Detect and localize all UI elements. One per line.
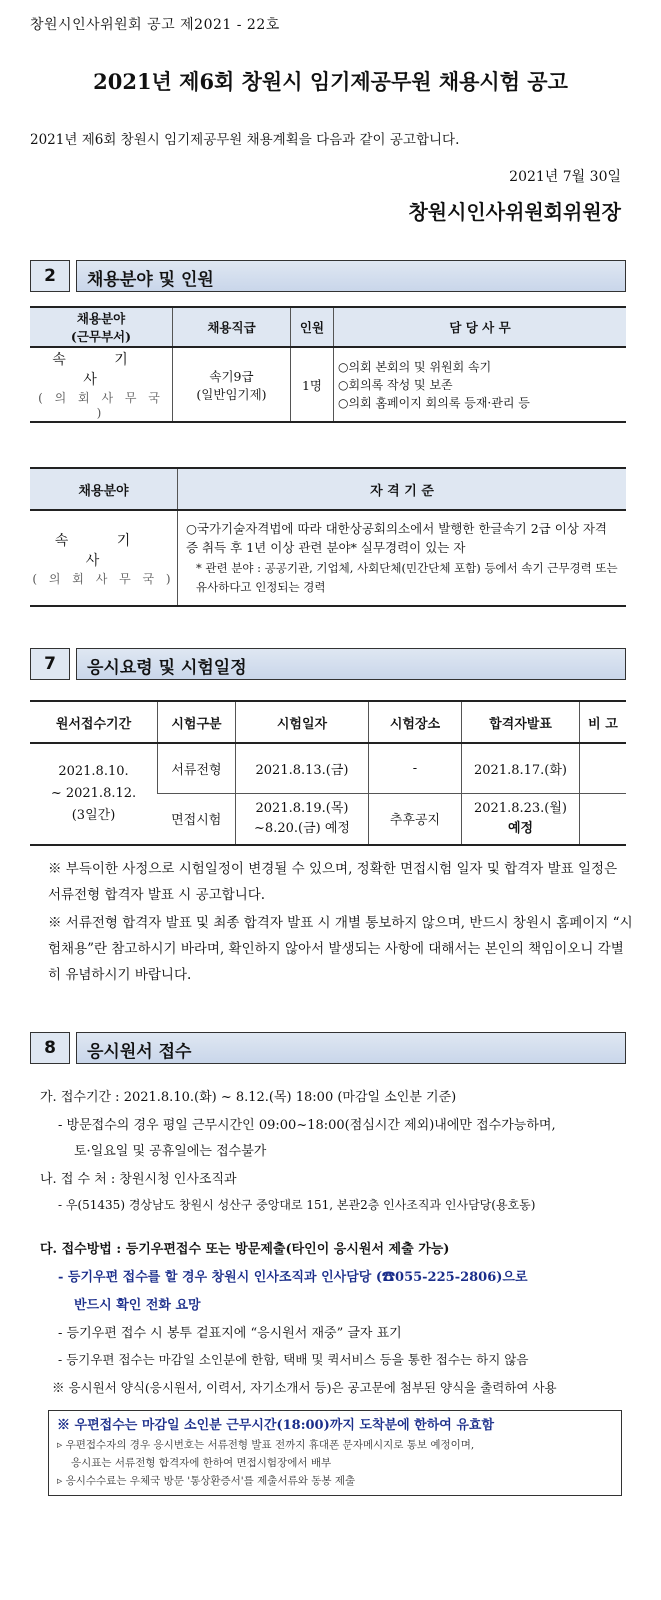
duty-item: ○의회 본회의 및 위원회 속기 bbox=[338, 359, 492, 374]
qualification-note: * 관련 분야 : 공공기관, 기업체, 사회단체(민간단체 포함) 등에서 속기 근무경력 또는 유사하다고 인정되는 경력 bbox=[196, 561, 618, 594]
table-header: 채용분야 (근무부서) bbox=[30, 307, 173, 347]
application-line: - 등기우편 접수를 할 경우 창원시 인사조직과 인사담당 (☎055-225-2806)으로 bbox=[58, 1270, 528, 1285]
grade: 속기9급 bbox=[209, 368, 254, 384]
notice-number: 창원시인사위원회 공고 제2021 - 22호 bbox=[30, 17, 280, 33]
exam-date: 2021.8.19.(목) bbox=[255, 800, 349, 816]
table-header: 인원 bbox=[291, 307, 334, 347]
field-dept: ( 의 회 사 무 국 ) bbox=[32, 571, 175, 586]
duties-cell bbox=[334, 347, 627, 422]
postal-notice-item: 응시표는 서류전형 합격자에 한하여 면접시험장에서 배부 bbox=[71, 1457, 332, 1469]
section-7-header bbox=[30, 648, 626, 680]
application-line: - 우(51435) 경상남도 창원시 성산구 중앙대로 151, 본관2층 인사조직과 인사담당(용호동) bbox=[58, 1198, 536, 1212]
table-header: 비 고 bbox=[580, 701, 627, 743]
application-line: 다. 접수방법 : 등기우편접수 또는 방문제출(타인이 응시원서 제출 가능) bbox=[40, 1242, 450, 1257]
application-line: - 등기우편 접수는 마감일 소인분에 한함, 택배 및 퀵서비스 등을 통한 접수는 하지 않음 bbox=[58, 1352, 529, 1367]
section-number: 2 bbox=[30, 260, 70, 292]
table-header: 담 당 사 무 bbox=[334, 307, 627, 347]
duty-item: ○의회 홈페이지 회의록 등재·관리 등 bbox=[338, 395, 530, 410]
grade-sub: (일반임기제) bbox=[196, 386, 267, 402]
section-title: 응시요령 및 시험일정 bbox=[87, 658, 247, 678]
field-cell bbox=[30, 510, 178, 606]
table-header: 시험구분 bbox=[158, 701, 236, 743]
application-line: 반드시 확인 전화 요망 bbox=[74, 1298, 201, 1313]
application-line: - 방문접수의 경우 평일 근무시간인 09:00~18:00(점심시간 제외)내에만 접수가능하며, bbox=[58, 1118, 556, 1133]
table-header: 시험일자 bbox=[236, 701, 369, 743]
table-header: 채용분야 bbox=[30, 468, 178, 510]
exam-result-cell bbox=[462, 793, 580, 845]
recruit-table bbox=[30, 306, 626, 423]
field-name: 속 기 사 bbox=[54, 532, 153, 569]
qualification-cell bbox=[178, 510, 627, 606]
grade-cell bbox=[173, 347, 291, 422]
period-line: 2021.8.10. bbox=[58, 764, 129, 779]
postal-notice-box bbox=[48, 1410, 622, 1496]
qualification-main: ○국가기술자격법에 따라 대한상공회의소에서 발행한 한글속기 2급 이상 자격증 취득 후 1년 이상 관련 분야* 실무경력이 있는 자 bbox=[186, 521, 607, 555]
exam-note bbox=[580, 743, 627, 793]
application-line: 토·일요일 및 공휴일에는 접수불가 bbox=[74, 1144, 267, 1159]
period-cell bbox=[30, 743, 158, 845]
notice-date: 2021년 7월 30일 bbox=[509, 169, 621, 185]
application-line: ※ 응시원서 양식(응시원서, 이력서, 자기소개서 등)은 공고문에 첨부된 양식을 출력하여 사용 bbox=[52, 1380, 557, 1395]
qualification-table bbox=[30, 467, 626, 607]
application-line: 나. 접 수 처 : 창원시청 인사조직과 bbox=[40, 1172, 237, 1187]
signer: 창원시인사위원회위원장 bbox=[408, 200, 621, 224]
duty-item: ○회의록 작성 및 보존 bbox=[338, 377, 453, 392]
intro-text: 2021년 제6회 창원시 임기제공무원 채용계획을 다음과 같이 공고합니다. bbox=[30, 132, 460, 148]
field-cell bbox=[30, 347, 173, 422]
exam-result: 2021.8.17.(화) bbox=[462, 743, 580, 793]
section-title: 채용분야 및 인원 bbox=[87, 270, 214, 290]
period-line: (3일간) bbox=[71, 808, 116, 823]
table-header: 시험장소 bbox=[369, 701, 462, 743]
schedule-note: ※ 부득이한 사정으로 시험일정이 변경될 수 있으며, 정확한 면접시험 일자 및 합격자 발표 일정은 서류전형 합격자 발표 시 공고합니다. bbox=[48, 861, 618, 903]
table-header: 채용직급 bbox=[173, 307, 291, 347]
exam-place: 추후공지 bbox=[369, 793, 462, 845]
exam-type: 서류전형 bbox=[158, 743, 236, 793]
exam-result: 2021.8.23.(월) bbox=[474, 800, 567, 816]
section-bar bbox=[76, 260, 626, 292]
period-line: ~ 2021.8.12. bbox=[50, 786, 137, 801]
exam-place: - bbox=[369, 743, 462, 793]
exam-note bbox=[580, 793, 627, 845]
section-2-header bbox=[30, 260, 626, 292]
field-name: 속 기 사 bbox=[52, 352, 150, 388]
section-bar bbox=[76, 1032, 626, 1064]
section-8-header bbox=[30, 1032, 626, 1064]
application-line: - 등기우편 접수 시 봉투 겉표지에 “응시원서 재중” 글자 표기 bbox=[58, 1326, 402, 1341]
section-number: 7 bbox=[30, 648, 70, 680]
section-bar bbox=[76, 648, 626, 680]
application-line: 가. 접수기간 : 2021.8.10.(화) ~ 8.12.(목) 18:00 (마감일 소인분 기준) bbox=[40, 1090, 457, 1105]
table-row bbox=[30, 743, 626, 793]
postal-notice-item: ▹ 우편접수자의 경우 응시번호는 서류전형 발표 전까지 휴대폰 문자메시지로 통보 예정이며, bbox=[57, 1439, 475, 1451]
exam-date-2: ~8.20.(금) 예정 bbox=[254, 820, 350, 836]
field-dept: ( 의 회 사 무 국 ) bbox=[38, 391, 164, 420]
table-header: 자 격 기 준 bbox=[178, 468, 627, 510]
table-header: 합격자발표 bbox=[462, 701, 580, 743]
exam-date-cell bbox=[236, 793, 369, 845]
table-header: 원서접수기간 bbox=[30, 701, 158, 743]
postal-notice-item: ▹ 응시수수료는 우체국 방문 '통상환증서'를 제출서류와 동봉 제출 bbox=[57, 1475, 356, 1487]
section-number: 8 bbox=[30, 1032, 70, 1064]
page-title: 2021년 제6회 창원시 임기제공무원 채용시험 공고 bbox=[93, 69, 568, 94]
postal-notice-head: ※ 우편접수는 마감일 소인분 근무시간(18:00)까지 도착분에 한하여 유효함 bbox=[57, 1418, 495, 1433]
section-title: 응시원서 접수 bbox=[87, 1042, 192, 1062]
count-cell: 1명 bbox=[291, 347, 334, 422]
exam-type: 면접시험 bbox=[158, 793, 236, 845]
schedule-table bbox=[30, 700, 626, 846]
exam-date: 2021.8.13.(금) bbox=[236, 743, 369, 793]
schedule-note: ※ 서류전형 합격자 발표 및 최종 합격자 발표 시 개별 통보하지 않으며, 반드시 창원시 홈페이지 “시험채용”란 참고하시기 바라며, 확인하지 않아서 발생되는 사항에 대해서는 본인의 책임이오니 각별히 유념하시기 바랍니다. bbox=[48, 915, 633, 983]
exam-result-2: 예정 bbox=[507, 820, 534, 836]
